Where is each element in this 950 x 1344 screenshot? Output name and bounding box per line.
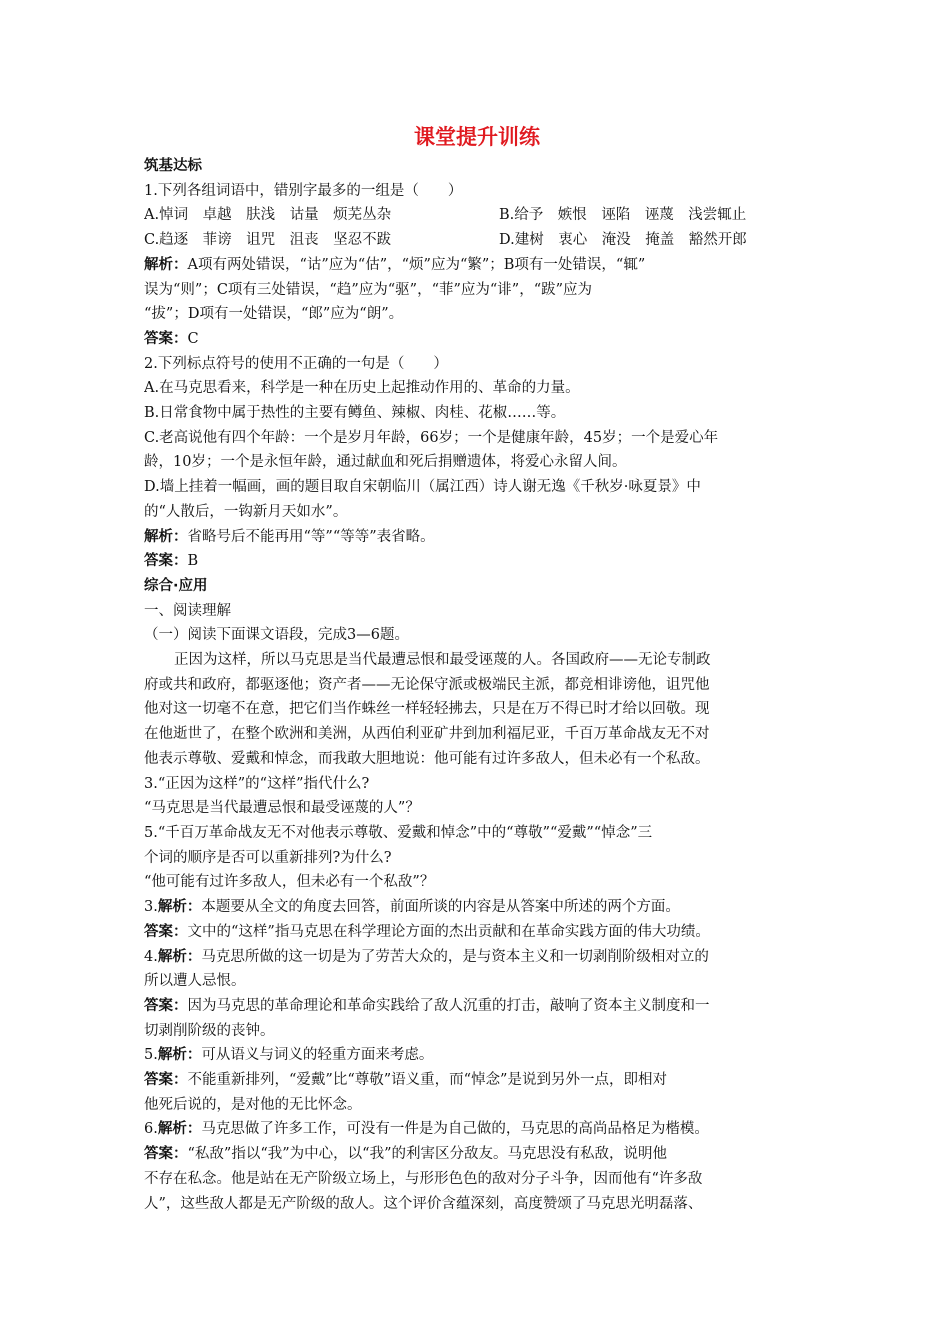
question-4: “马克思是当代最遭忌恨和最受诬蔑的人”？ (144, 800, 420, 817)
answer-label: 答案： (144, 1072, 188, 1089)
q1-options-row-2 (144, 228, 810, 253)
q2-option-b: B.日常食物中属于热性的主要有鳟鱼、辣椒、肉桂、花椒……等。 (144, 405, 566, 422)
q1-option-a: A.悼词 卓越 肤浅 诂量 烦芜丛杂 (144, 207, 392, 224)
question-6: “他可能有过许多敌人，但未必有一个私敌”？ (144, 874, 435, 891)
q1-option-b: B.给予 嫉恨 诬陷 诬蔑 浅尝辄止 (499, 207, 747, 224)
a6-answer: 答案：“私敌”指以“我”为中心，以“我”的利害区分敌友。马克思没有私敌，说明他 (144, 1146, 667, 1163)
q2-option-d-cont: 的“人散后，一钩新月天如水”。 (144, 503, 348, 520)
a4-answer: 答案：因为马克思的革命理论和革命实践给了敌人沉重的打击，敲响了资本主义制度和一 (144, 997, 710, 1014)
passage-line-3: 他对这一切毫不在意，把它们当作蛛丝一样轻轻拂去，只是在万不得已时才给以回敬。现 (144, 701, 710, 718)
a6-answer-cont-1: 不存在私念。他是站在无产阶级立场上，与形形色色的敌对分子斗争，因而他有“许多敌 (144, 1170, 703, 1187)
q1-stem: 1.下列各组词语中，错别字最多的一组是（ ） (144, 182, 463, 199)
q2-option-c-cont: 龄，10岁；一个是永恒年龄，通过献血和死后捐赠遗体，将爱心永留人间。 (144, 454, 627, 471)
a5-answer: 答案：不能重新排列，“爱戴”比“尊敬”语义重，而“悼念”是说到另外一点，即相对 (144, 1072, 667, 1089)
analysis-label: 解析： (157, 1047, 202, 1064)
a4-analysis: 4.解析：马克思所做的这一切是为了劳苦大众的，是与资本主义和一切剥削阶级相对立的 (144, 948, 709, 965)
part-subheading: （一）阅读下面课文语段，完成3—6题。 (144, 627, 409, 644)
q1-analysis-line-1: 解析：A项有两处错误，“诂”应为“估”，“烦”应为“繁”；B项有一处错误，“辄” (144, 256, 646, 273)
analysis-label: 解析： (157, 1121, 202, 1138)
question-3: 3.“正因为这样”的“这样”指代什么? (144, 775, 370, 792)
a3-analysis: 3.解析：本题要从全文的角度去回答，前面所谈的内容是从答案中所述的两个方面。 (144, 899, 680, 916)
a6-answer-cont-2: 人”，这些敌人都是无产阶级的敌人。这个评价含蕴深刻，高度赞颂了马克思光明磊落、 (144, 1195, 703, 1212)
answer-label: 答案： (144, 1146, 188, 1163)
question-5-cont: 个词的顺序是否可以重新排列?为什么? (144, 849, 392, 866)
analysis-label: 解析： (157, 899, 202, 916)
passage-line-4: 在他逝世了，在整个欧洲和美洲，从西伯利亚矿井到加利福尼亚，千百万革命战友无不对 (144, 726, 710, 743)
q2-analysis: 解析：省略号后不能再用“等”“等等”表省略。 (144, 528, 435, 545)
a4-answer-cont: 切剥削阶级的丧钟。 (144, 1022, 275, 1039)
q1-option-d: D.建树 衷心 淹没 掩盖 豁然开郎 (499, 232, 747, 249)
q2-option-d: D.墙上挂着一幅画，画的题目取自宋朝临川（属江西）诗人谢无逸《千秋岁·咏夏景》中 (144, 479, 701, 496)
passage-line-2: 府或共和政府，都驱逐他；资产者——无论保守派或极端民主派，都竞相诽谤他，诅咒他 (144, 676, 710, 693)
q1-answer: 答案：C (144, 330, 199, 347)
a4-analysis-cont: 所以遭人忌恨。 (144, 973, 246, 990)
q2-stem: 2.下列标点符号的使用不正确的一句是（ ） (144, 355, 448, 372)
a3-answer: 答案：文中的“这样”指马克思在科学理论方面的杰出贡献和在革命实践方面的伟大功绩。 (144, 923, 710, 940)
q1-options-row-1 (144, 203, 810, 228)
q1-analysis-line-2: 误为“则”；C项有三处错误，“趋”应为“驱”，“菲”应为“诽”，“跋”应为 (144, 281, 593, 298)
analysis-label: 解析： (144, 256, 188, 273)
a6-analysis: 6.解析：马克思做了许多工作，可没有一件是为自己做的，马克思的高尚品格足为楷模。 (144, 1121, 709, 1138)
answer-label: 答案： (144, 330, 188, 347)
analysis-label: 解析： (157, 948, 202, 965)
a5-analysis: 5.解析：可从语义与词义的轻重方面来考虑。 (144, 1047, 434, 1064)
section-heading-applied: 综合·应用 (144, 577, 208, 594)
passage-line-5: 他表示尊敬、爱戴和悼念，而我敢大胆地说：他可能有过许多敌人，但未必有一个私敌。 (144, 750, 710, 767)
question-5: 5.“千百万革命战友无不对他表示尊敬、爱戴和悼念”中的“尊敬”“爱戴”“悼念”三 (144, 824, 653, 841)
q2-answer: 答案：B (144, 553, 199, 570)
part-heading: 一、阅读理解 (144, 602, 231, 619)
answer-label: 答案： (144, 997, 188, 1014)
a5-answer-cont: 他死后说的，是对他的无比怀念。 (144, 1096, 362, 1113)
answer-label: 答案： (144, 553, 188, 570)
page-title: 课堂提升训练 (414, 125, 540, 149)
q2-option-c: C.老高说他有四个年龄：一个是岁月年龄，66岁；一个是健康年龄，45岁；一个是爱心年 (144, 429, 719, 446)
analysis-label: 解析： (144, 528, 188, 545)
answer-label: 答案： (144, 923, 188, 940)
q2-option-a: A.在马克思看来，科学是一种在历史上起推动作用的、革命的力量。 (144, 380, 580, 397)
q1-analysis-line-3: “拔”；D项有一处错误，“郎”应为“朗”。 (144, 306, 404, 323)
section-heading-basic: 筑基达标 (144, 158, 202, 174)
q1-option-c: C.趋逐 菲谤 诅咒 沮丧 坚忍不跋 (144, 232, 392, 249)
passage-line-1: 正因为这样，所以马克思是当代最遭忌恨和最受诬蔑的人。各国政府——无论专制政 (174, 652, 711, 669)
